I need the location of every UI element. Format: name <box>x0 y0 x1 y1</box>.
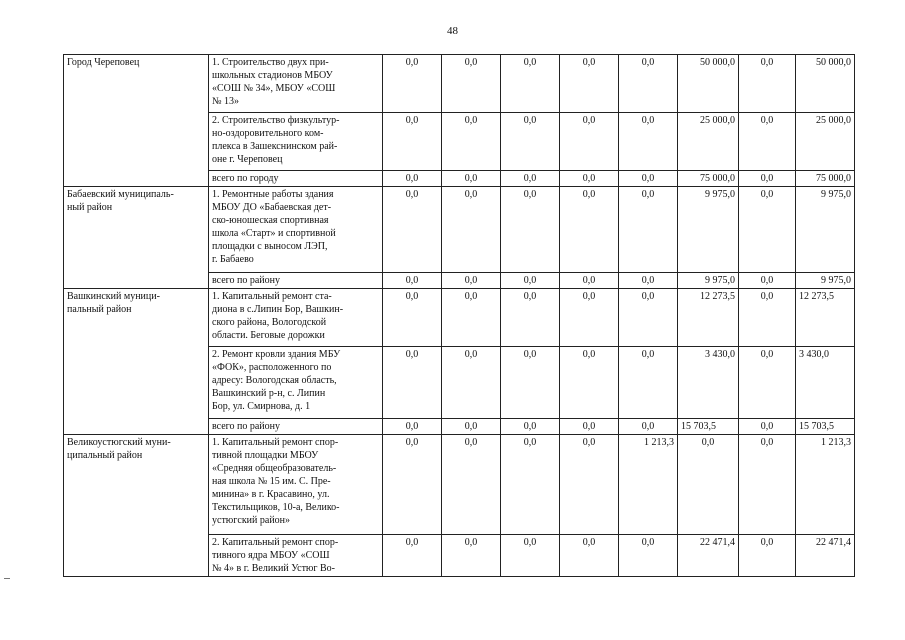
project-description: 1. Капитальный ремонт ста- диона в с.Липин Бор, Вашкин- ского района, Вологодской области. Беговые дорожки <box>209 289 383 347</box>
project-description: 1. Капитальный ремонт спор- тивной площадки МБОУ «Средняя общеобразователь- ная школа № 15 им. С. Пре- минина» в г. Красавино, ул. Текстильщиков, 10-а, Велико- устюгский район» <box>209 435 383 535</box>
value-cell: 0,0 <box>501 171 560 187</box>
value-cell: 0,0 <box>501 113 560 171</box>
value-cell: 12 273,5 <box>796 289 855 347</box>
value-cell: 0,0 <box>442 273 501 289</box>
table-row <box>64 187 855 273</box>
value-cell: 0,0 <box>383 187 442 273</box>
value-cell: 0,0 <box>619 113 678 171</box>
value-cell: 0,0 <box>619 171 678 187</box>
value-cell: 75 000,0 <box>796 171 855 187</box>
value-cell: 0,0 <box>501 289 560 347</box>
value-cell: 0,0 <box>501 55 560 113</box>
value-cell: 0,0 <box>501 435 560 535</box>
municipality-cell: Вашкинский муници- пальный район <box>64 289 209 435</box>
value-cell: 0,0 <box>560 113 619 171</box>
project-description: 1. Ремонтные работы здания МБОУ ДО «Бабаевская дет- ско-юношеская спортивная школа «Старт» и спортивной площадки с выносом ЛЭП, г. Бабаево <box>209 187 383 273</box>
value-cell: 0,0 <box>501 187 560 273</box>
value-cell: 22 471,4 <box>796 535 855 577</box>
value-cell: 0,0 <box>383 113 442 171</box>
value-cell: 50 000,0 <box>678 55 739 113</box>
value-cell: 0,0 <box>560 289 619 347</box>
value-cell: 0,0 <box>442 171 501 187</box>
value-cell: 15 703,5 <box>678 419 739 435</box>
value-cell: 3 430,0 <box>678 347 739 419</box>
funding-table <box>63 54 855 577</box>
value-cell: 0,0 <box>739 113 796 171</box>
value-cell: 0,0 <box>739 171 796 187</box>
value-cell: 0,0 <box>619 187 678 273</box>
value-cell: 0,0 <box>383 171 442 187</box>
value-cell: 0,0 <box>619 289 678 347</box>
total-label: всего по району <box>209 419 383 435</box>
value-cell: 0,0 <box>383 347 442 419</box>
table-row <box>64 289 855 347</box>
value-cell: 50 000,0 <box>796 55 855 113</box>
page-number: 48 <box>447 25 458 37</box>
scan-mark <box>4 578 10 579</box>
total-label: всего по городу <box>209 171 383 187</box>
value-cell: 9 975,0 <box>678 187 739 273</box>
value-cell: 0,0 <box>560 55 619 113</box>
value-cell: 0,0 <box>739 187 796 273</box>
value-cell: 0,0 <box>501 273 560 289</box>
value-cell: 0,0 <box>560 435 619 535</box>
project-description: 2. Строительство физкультур- но-оздоровительного ком- плекса в Зашекснинском рай- оне г. Череповец <box>209 113 383 171</box>
project-description: 1. Строительство двух при- школьных стадионов МБОУ «СОШ № 34», МБОУ «СОШ № 13» <box>209 55 383 113</box>
municipality-cell: Великоустюгский муни- ципальный район <box>64 435 209 577</box>
value-cell: 0,0 <box>442 347 501 419</box>
value-cell: 0,0 <box>560 171 619 187</box>
value-cell: 0,0 <box>383 419 442 435</box>
value-cell: 0,0 <box>619 419 678 435</box>
table-row <box>64 55 855 113</box>
value-cell: 0,0 <box>560 347 619 419</box>
value-cell: 9 975,0 <box>796 187 855 273</box>
value-cell: 0,0 <box>619 55 678 113</box>
value-cell: 0,0 <box>560 419 619 435</box>
value-cell: 0,0 <box>739 289 796 347</box>
project-description: 2. Капитальный ремонт спор- тивного ядра МБОУ «СОШ № 4» в г. Великий Устюг Во- <box>209 535 383 577</box>
value-cell: 0,0 <box>383 535 442 577</box>
value-cell: 0,0 <box>678 435 739 535</box>
value-cell: 9 975,0 <box>678 273 739 289</box>
value-cell: 1 213,3 <box>619 435 678 535</box>
value-cell: 0,0 <box>619 535 678 577</box>
value-cell: 0,0 <box>739 435 796 535</box>
value-cell: 1 213,3 <box>796 435 855 535</box>
value-cell: 0,0 <box>739 55 796 113</box>
value-cell: 0,0 <box>442 535 501 577</box>
value-cell: 0,0 <box>383 273 442 289</box>
value-cell: 0,0 <box>442 435 501 535</box>
value-cell: 0,0 <box>442 113 501 171</box>
value-cell: 0,0 <box>383 435 442 535</box>
municipality-cell: Город Череповец <box>64 55 209 187</box>
table-row <box>64 435 855 535</box>
value-cell: 75 000,0 <box>678 171 739 187</box>
municipality-cell: Бабаевский муниципаль- ный район <box>64 187 209 289</box>
value-cell: 12 273,5 <box>678 289 739 347</box>
value-cell: 9 975,0 <box>796 273 855 289</box>
value-cell: 0,0 <box>442 187 501 273</box>
project-description: 2. Ремонт кровли здания МБУ «ФОК», расположенного по адресу: Вологодская область, Вашкинский р-н, с. Липин Бор, ул. Смирнова, д. 1 <box>209 347 383 419</box>
value-cell: 25 000,0 <box>796 113 855 171</box>
value-cell: 0,0 <box>501 535 560 577</box>
value-cell: 0,0 <box>619 347 678 419</box>
value-cell: 0,0 <box>383 55 442 113</box>
value-cell: 15 703,5 <box>796 419 855 435</box>
value-cell: 0,0 <box>501 419 560 435</box>
value-cell: 0,0 <box>619 273 678 289</box>
value-cell: 0,0 <box>442 289 501 347</box>
value-cell: 0,0 <box>560 535 619 577</box>
value-cell: 0,0 <box>739 347 796 419</box>
value-cell: 0,0 <box>383 289 442 347</box>
value-cell: 0,0 <box>739 535 796 577</box>
value-cell: 0,0 <box>560 187 619 273</box>
value-cell: 0,0 <box>501 347 560 419</box>
value-cell: 0,0 <box>560 273 619 289</box>
value-cell: 0,0 <box>442 55 501 113</box>
value-cell: 3 430,0 <box>796 347 855 419</box>
value-cell: 22 471,4 <box>678 535 739 577</box>
value-cell: 0,0 <box>442 419 501 435</box>
value-cell: 0,0 <box>739 273 796 289</box>
value-cell: 0,0 <box>739 419 796 435</box>
total-label: всего по району <box>209 273 383 289</box>
value-cell: 25 000,0 <box>678 113 739 171</box>
